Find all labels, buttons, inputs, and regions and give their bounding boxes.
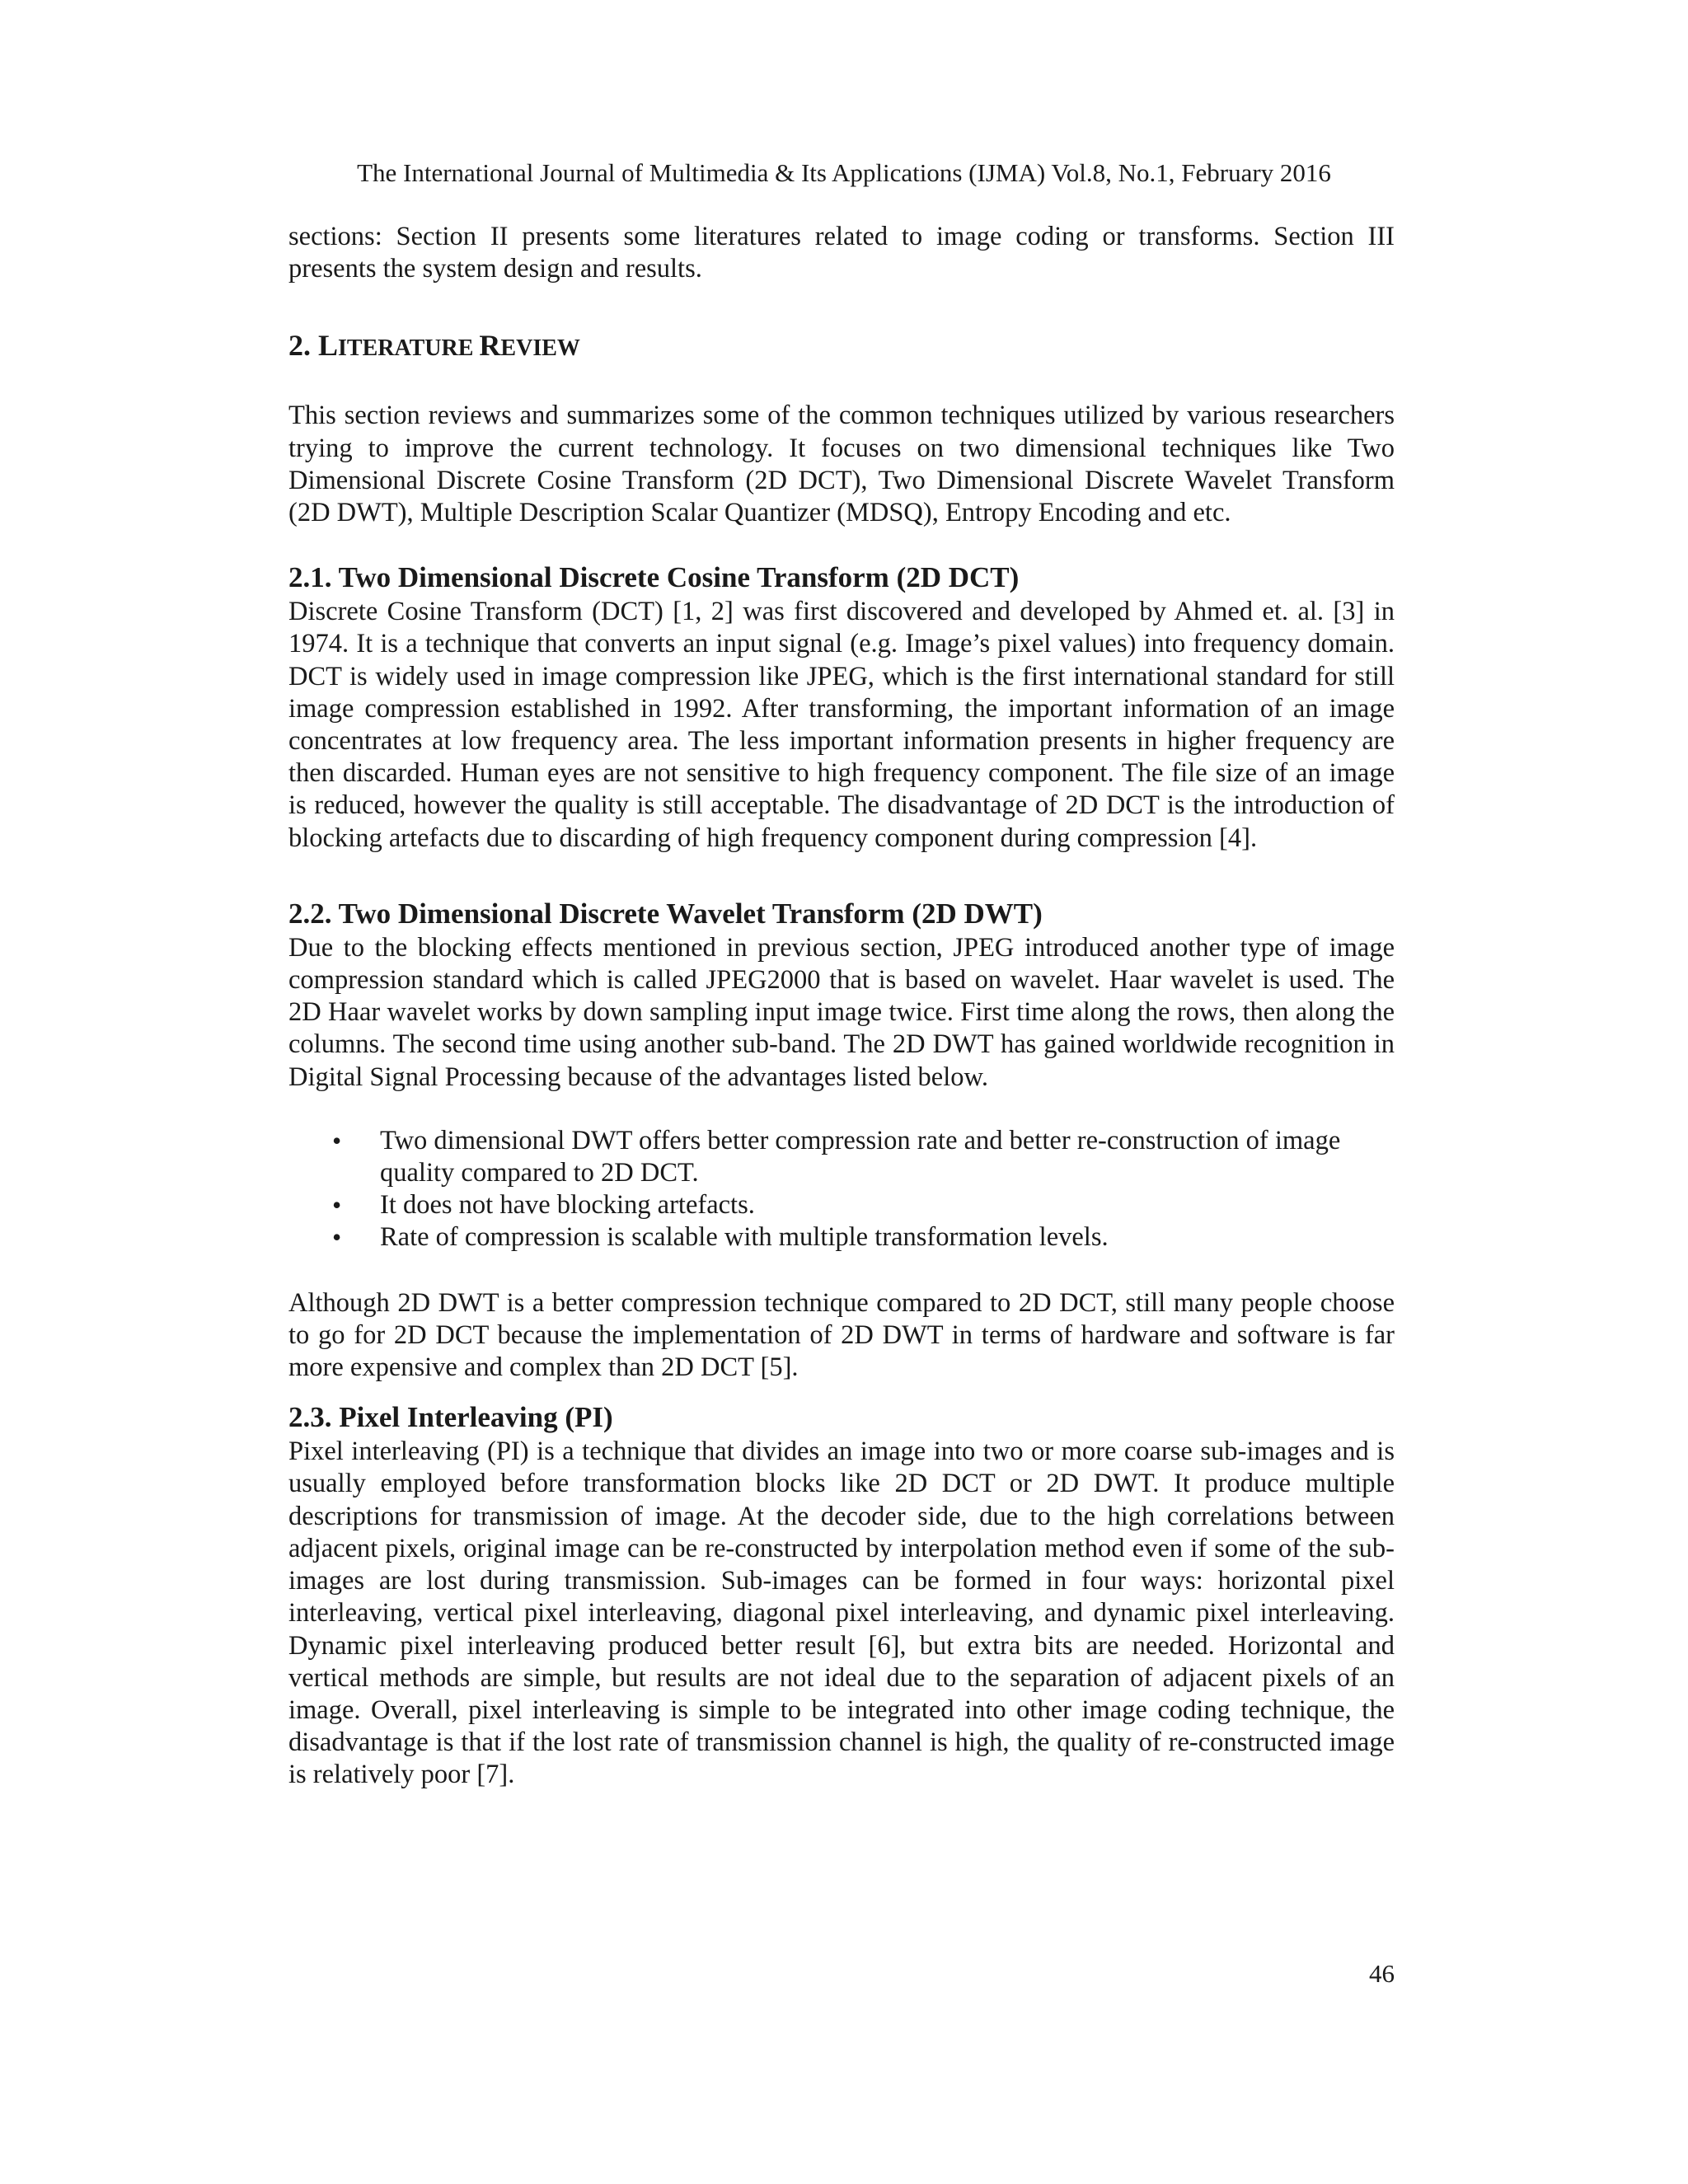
list-item-text: It does not have blocking artefacts. bbox=[380, 1190, 755, 1221]
list-item bbox=[288, 1221, 1395, 1254]
page-body bbox=[288, 221, 1395, 1792]
dwt-paragraph: Due to the blocking effects mentioned in previous section, JPEG introduced another type of image compression standard which is called JPEG2000 that is based on wavelet. Haar wavelet is used. The 2D Haar wavelet works by down sampling input image twice. First time along the rows, then along the columns. The second time using another sub-band. The 2D DWT has gained worldwide recognition in Digital Signal Processing because of the advantages listed below. bbox=[288, 932, 1395, 1092]
section-number: 2. bbox=[288, 329, 318, 363]
section-title-initial-l: L bbox=[318, 329, 339, 363]
bullet-symbol: • bbox=[332, 1125, 342, 1155]
dct-paragraph: Discrete Cosine Transform (DCT) [1, 2] was first discovered and developed by Ahmed et. al. [3] in 1974. It is a technique that converts an input signal (e.g. Image’s pixel values) into frequency domain. DCT is widely used in image compression like JPEG, which is the first international standard for still image compression established in 1992. After transforming, the important information of an image concentrates at low frequency area. The less important information presents in higher frequency are then discarded. Human eyes are not sensitive to high frequency component. The file size of an image is reduced, however the quality is still acceptable. The disadvantage of 2D DCT is the introduction of blocking artefacts due to discarding of high frequency component during compression [4]. bbox=[288, 597, 1395, 853]
dwt-advantages-list bbox=[288, 1125, 1395, 1254]
page-number: 46 bbox=[1369, 1959, 1395, 1988]
pixel-interleaving-paragraph: Pixel interleaving (PI) is a technique that divides an image into two or more coarse sub-images and is usually employed before transformation blocks like 2D DCT or 2D DWT. It produce multiple descriptions for transmission of image. At the decoder side, due to the high correlations between adjacent pixels, original image can be re-constructed by interpolation method even if some of the sub-images are lost during transmission. Sub-images can be formed in four ways: horizontal pixel interleaving, vertical pixel interleaving, diagonal pixel interleaving, and dynamic pixel interleaving. Dynamic pixel interleaving produced better result [6], but extra bits are needed. Horizontal and vertical methods are simple, but results are not ideal due to the separation of adjacent pixels of an image. Overall, pixel interleaving is simple to be integrated into other image coding technique, the disadvantage is that if the lost rate of transmission channel is high, the quality of re-constructed image is relatively poor [7]. bbox=[288, 1436, 1395, 1790]
list-item bbox=[288, 1125, 1395, 1189]
list-item-text: Rate of compression is scalable with multiple transformation levels. bbox=[380, 1222, 1109, 1253]
section-title-initial-r: R bbox=[479, 329, 501, 363]
literature-review-intro-paragraph: This section reviews and summarizes some of the common techniques utilized by various researchers trying to improve the current technology. It focuses on two dimensional techniques like Two Dimensional Discrete Cosine Transform (2D DCT), Two Dimensional Discrete Wavelet Transform (2D DWT), Multiple Description Scalar Quantizer (MDSQ), Entropy Encoding and etc. bbox=[288, 401, 1395, 528]
intro-paragraph: sections: Section II presents some literatures related to image coding or transforms. Section III presents the system design and results. bbox=[288, 222, 1395, 284]
running-header: The International Journal of Multimedia & Its Applications (IJMA) Vol.8, No.1, February 2016 bbox=[357, 158, 1331, 187]
subsection-heading-dct: 2.1. Two Dimensional Discrete Cosine Transform (2D DCT) bbox=[288, 561, 1020, 594]
section-title-part-1: ITERATURE bbox=[338, 335, 480, 362]
subsection-heading-pixel-interleaving: 2.3. Pixel Interleaving (PI) bbox=[288, 1401, 613, 1434]
bullet-symbol: • bbox=[332, 1222, 342, 1253]
bullet-symbol: • bbox=[332, 1190, 342, 1221]
list-item-text: Two dimensional DWT offers better compression rate and better re-construction of image quality compared to 2D DCT. bbox=[380, 1125, 1341, 1188]
list-item bbox=[288, 1189, 1395, 1221]
section-heading-literature-review bbox=[288, 327, 1395, 367]
section-title-part-2: EVIEW bbox=[500, 335, 580, 362]
subsection-heading-dwt: 2.2. Two Dimensional Discrete Wavelet Transform (2D DWT) bbox=[288, 897, 1043, 930]
dwt-closing-paragraph: Although 2D DWT is a better compression technique compared to 2D DCT, still many people choose to go for 2D DCT because the implementation of 2D DWT in terms of hardware and software is far more expensive and complex than 2D DCT [5]. bbox=[288, 1287, 1395, 1383]
